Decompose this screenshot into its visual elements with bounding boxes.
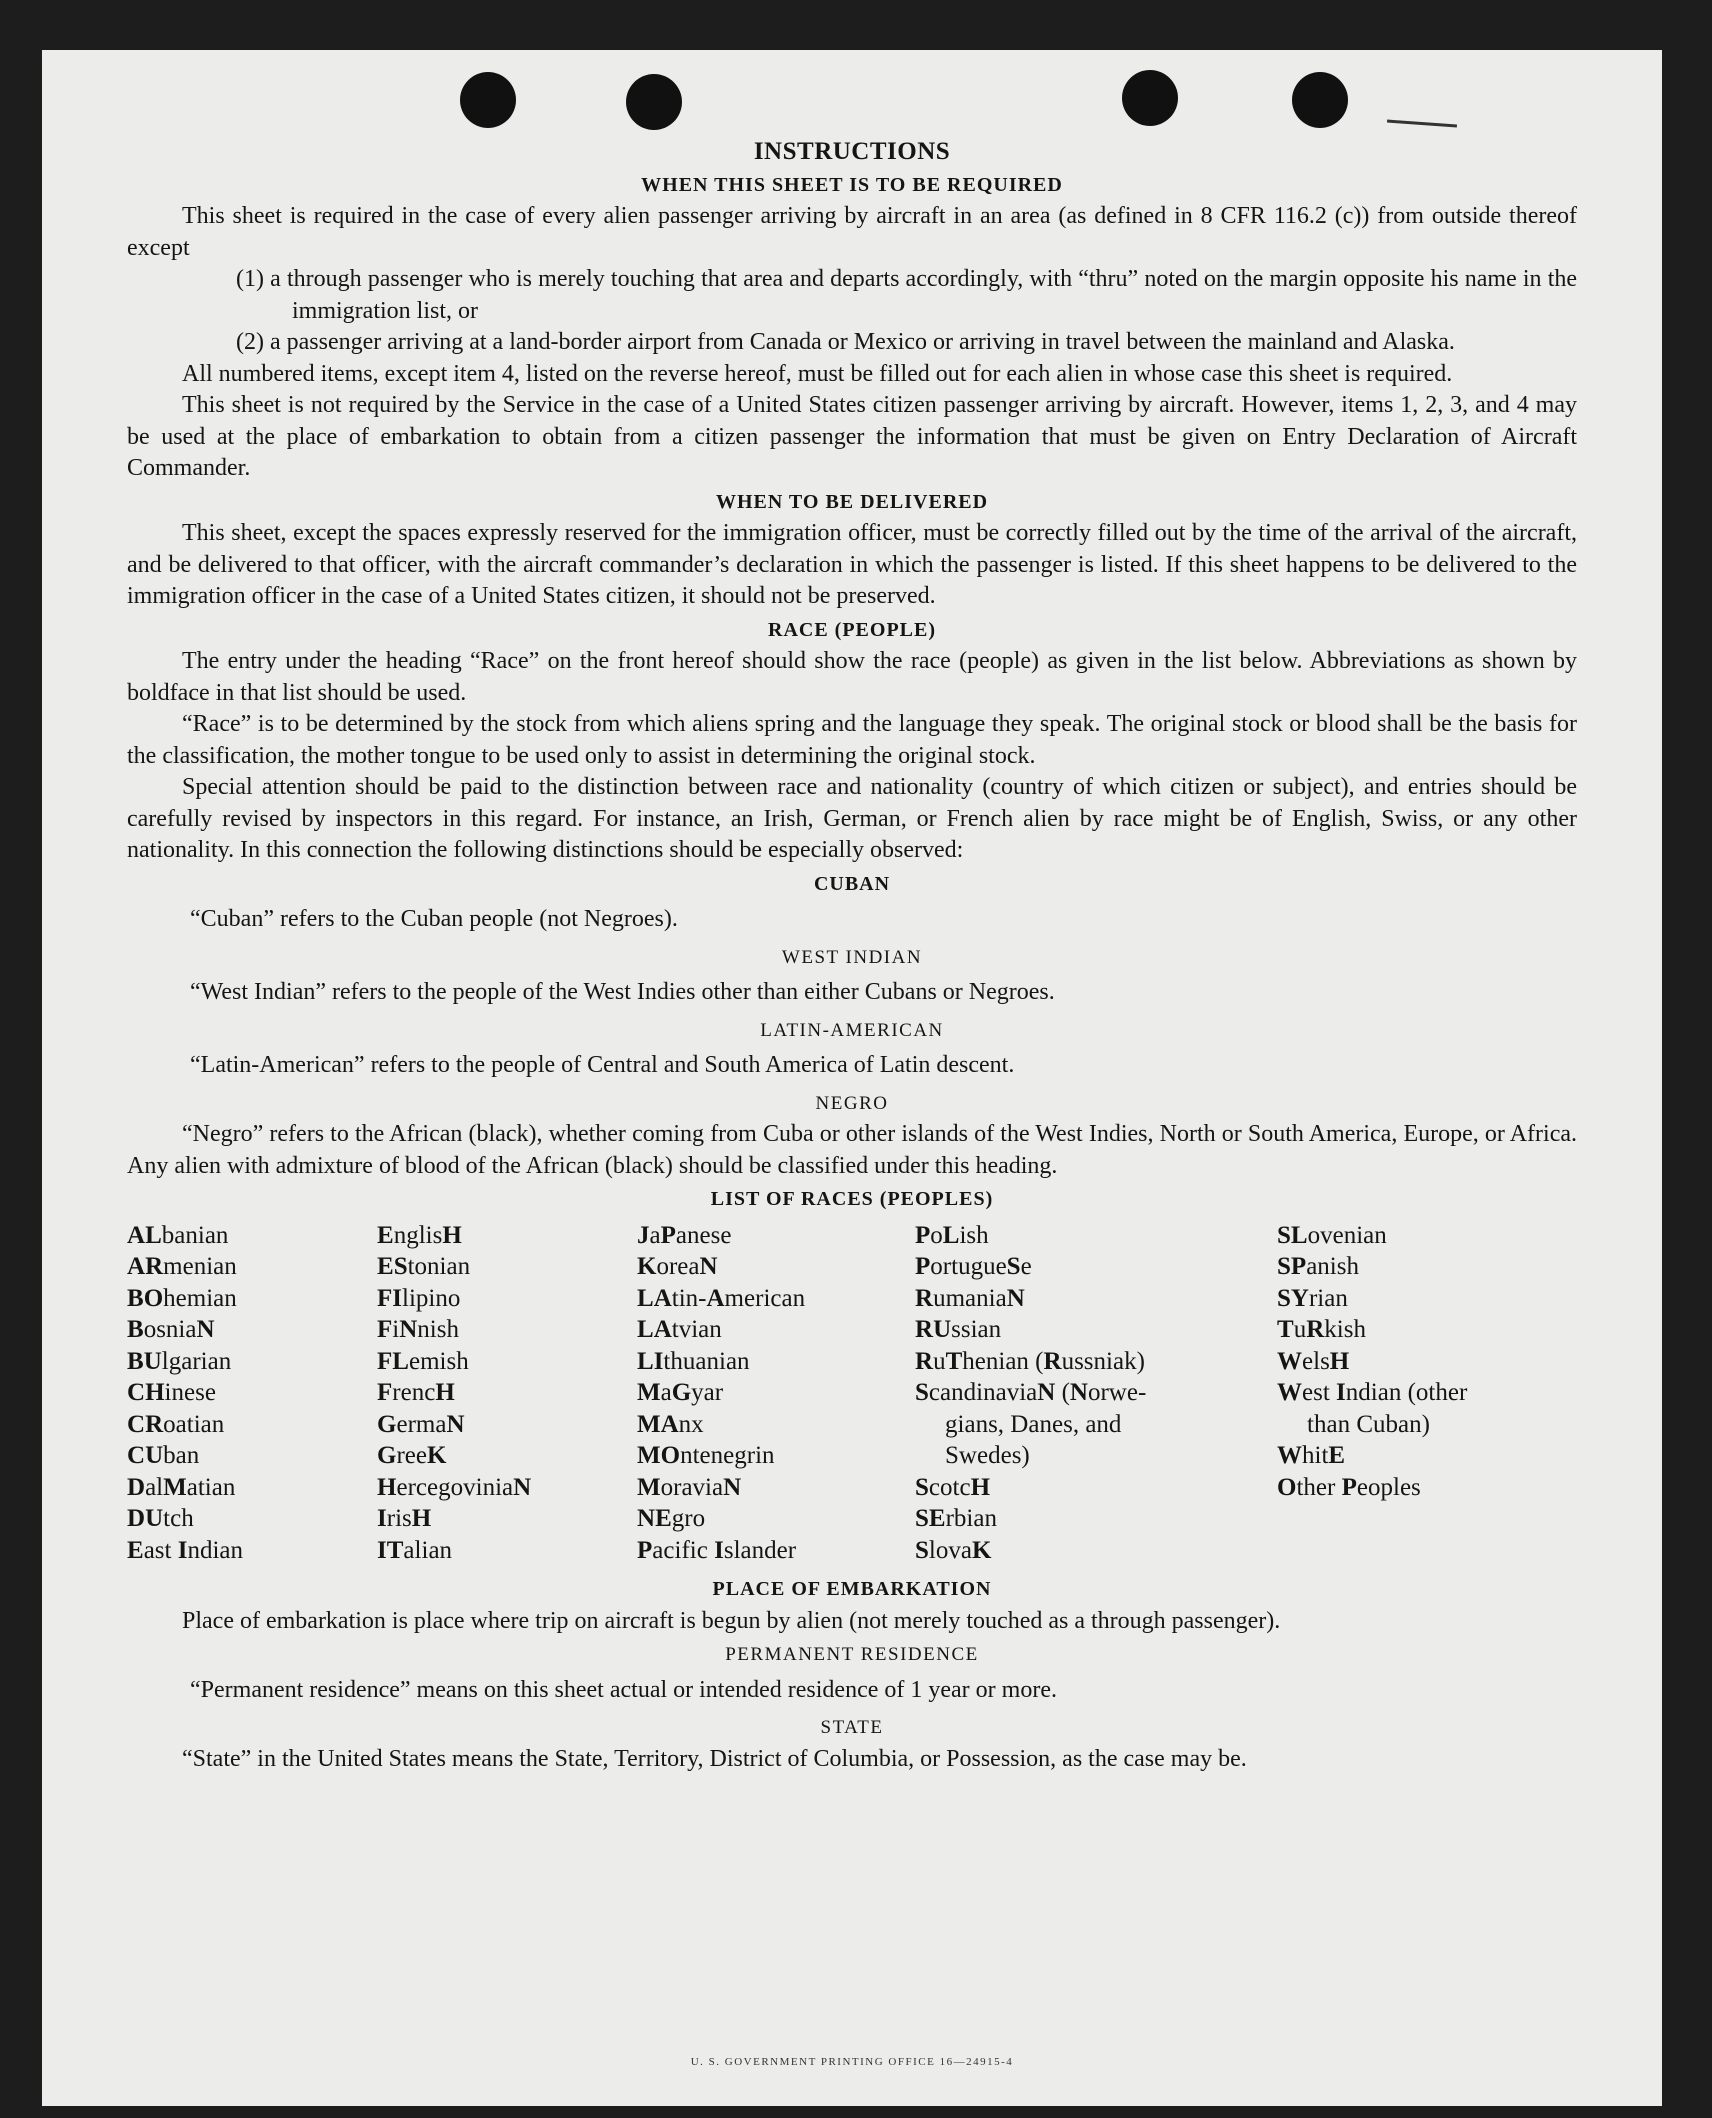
races-list bbox=[127, 1220, 1577, 1567]
section-title-race: RACE (PEOPLE) bbox=[768, 618, 936, 641]
race-entry: RUssian bbox=[915, 1316, 1002, 1343]
races-column bbox=[1277, 1220, 1577, 1567]
paragraph: The entry under the heading “Race” on the front hereof should show the race (people) as given in the list below. Abbreviations as shown by boldface in that list should be used. bbox=[127, 648, 1577, 706]
paragraph: “Latin-American” refers to the people of Central and South America of Latin descent. bbox=[190, 1052, 1015, 1078]
race-entry: PortugueSe bbox=[915, 1253, 1032, 1280]
races-column bbox=[637, 1220, 915, 1567]
section-title-residence: PERMANENT RESIDENCE bbox=[725, 1644, 979, 1665]
race-entry: RuThenian (Russniak) bbox=[915, 1347, 1145, 1375]
paragraph: This sheet is required in the case of every alien passenger arriving by aircraft in an area (as defined in 8 CFR 116.2 (c)) from outside thereof except bbox=[127, 203, 1577, 261]
section-title-state: STATE bbox=[820, 1717, 884, 1738]
document-page bbox=[42, 50, 1662, 2106]
race-entry: ARmenian bbox=[127, 1253, 237, 1280]
punch-hole bbox=[626, 74, 682, 130]
paragraph: This sheet, except the spaces expressly reserved for the immigration officer, must be correctly filled out by the time of the arrival of the aircraft, and be delivered to that officer, with the aircraft commander’s declaration in which the passenger is listed. If this sheet happens to be delivered to the immigration officer in the case of a United States citizen, it should not be preserved. bbox=[127, 520, 1577, 609]
race-entry: ITalian bbox=[377, 1536, 453, 1564]
section-title-negro: NEGRO bbox=[815, 1092, 889, 1114]
punch-hole bbox=[1122, 70, 1178, 126]
race-entry: MoraviaN bbox=[637, 1473, 742, 1501]
race-entry: EnglisH bbox=[377, 1221, 462, 1249]
race-entry: BUlgarian bbox=[127, 1347, 232, 1375]
section-title-embarkation: PLACE OF EMBARKATION bbox=[712, 1578, 992, 1600]
race-entry: SlovaK bbox=[915, 1536, 992, 1564]
race-entry: ALbanian bbox=[127, 1221, 229, 1249]
mark bbox=[1387, 120, 1457, 128]
race-entry: SErbian bbox=[915, 1505, 997, 1532]
race-entry: Swedes) bbox=[945, 1442, 1030, 1469]
section-title-latin-american: LATIN-AMERICAN bbox=[760, 1019, 944, 1041]
paragraph: Place of embarkation is place where trip on aircraft is begun by alien (not merely touched as a through passenger). bbox=[182, 1607, 1281, 1634]
race-entry: DalMatian bbox=[127, 1473, 236, 1501]
race-entry: SYrian bbox=[1277, 1284, 1348, 1312]
race-entry: DUtch bbox=[127, 1505, 194, 1532]
race-entry: Pacific Islander bbox=[637, 1536, 797, 1564]
races-column bbox=[127, 1220, 377, 1567]
paragraph: “Cuban” refers to the Cuban people (not Negroes). bbox=[190, 906, 678, 932]
race-entry: LAtin-American bbox=[637, 1284, 806, 1312]
race-entry: TuRkish bbox=[1277, 1316, 1366, 1343]
paragraph: This sheet is not required by the Service in the case of a United States citizen passenger arriving by aircraft. However, items 1, 2, 3, and 4 may be used at the place of embarkation to obtain from a citizen passenger the information that must be given on Entry Declaration of Aircraft Commander. bbox=[127, 392, 1577, 481]
race-entry: BOhemian bbox=[127, 1284, 237, 1312]
race-entry: WelsH bbox=[1277, 1347, 1350, 1375]
race-entry: gians, Danes, and bbox=[945, 1410, 1122, 1438]
section-title-west-indian: WEST INDIAN bbox=[781, 946, 923, 968]
page-title: INSTRUCTIONS bbox=[753, 138, 951, 165]
race-entry: CUban bbox=[127, 1442, 200, 1469]
list-item: (1) a through passenger who is merely touching that area and departs accordingly, with “thru” noted on the margin opposite his name in the immigration list, or bbox=[236, 266, 1578, 324]
race-entry: EStonian bbox=[377, 1253, 471, 1280]
paragraph: “Race” is to be determined by the stock from which aliens spring and the language they speak. The original stock or blood shall be the basis for the classification, the mother tongue to be used only to assist in determining the original stock. bbox=[127, 711, 1577, 769]
race-entry: than Cuban) bbox=[1307, 1410, 1430, 1438]
races-column bbox=[377, 1220, 637, 1567]
race-entry: WhitE bbox=[1277, 1442, 1346, 1469]
races-column bbox=[915, 1220, 1277, 1567]
paragraph: All numbered items, except item 4, listed on the reverse hereof, must be filled out for each alien in whose case this sheet is required. bbox=[182, 360, 1453, 387]
punch-hole bbox=[460, 72, 516, 128]
race-entry: FIlipino bbox=[377, 1284, 461, 1312]
race-entry: FLemish bbox=[377, 1347, 469, 1375]
paragraph: “Negro” refers to the African (black), whether coming from Cuba or other islands of the West Indies, North or South America, Europe, or Africa. Any alien with admixture of blood of the African (black) should be classified under this heading. bbox=[127, 1121, 1577, 1179]
printer-imprint: U. S. GOVERNMENT PRINTING OFFICE 16—24915-4 bbox=[690, 2056, 1014, 2068]
instructions-body bbox=[127, 136, 1577, 1775]
section-title-cuban: CUBAN bbox=[813, 872, 891, 895]
race-entry: LAtvian bbox=[637, 1316, 722, 1343]
race-entry: RumaniaN bbox=[915, 1284, 1025, 1312]
paragraph: “State” in the United States means the State, Territory, District of Columbia, or Possession, as the case may be. bbox=[182, 1745, 1247, 1772]
race-entry: MOntenegrin bbox=[637, 1442, 775, 1469]
section-title-races-list: LIST OF RACES (PEOPLES) bbox=[710, 1188, 994, 1210]
race-entry: SPanish bbox=[1277, 1253, 1359, 1280]
race-entry: MAnx bbox=[637, 1410, 704, 1438]
race-entry: CHinese bbox=[127, 1379, 216, 1406]
race-entry: Other Peoples bbox=[1277, 1473, 1421, 1501]
race-entry: ScandinaviaN (Norwe- bbox=[915, 1379, 1147, 1406]
race-entry: JaPanese bbox=[637, 1221, 732, 1249]
race-entry: CRoatian bbox=[127, 1410, 225, 1438]
race-entry: GermaN bbox=[377, 1410, 465, 1438]
race-entry: FrencH bbox=[377, 1379, 455, 1406]
section-title-delivered: WHEN TO BE DELIVERED bbox=[715, 490, 989, 513]
race-entry: GreeK bbox=[377, 1442, 447, 1469]
race-entry: HercegoviniaN bbox=[377, 1473, 532, 1501]
race-entry: LIthuanian bbox=[637, 1347, 750, 1375]
race-entry: SLovenian bbox=[1277, 1221, 1387, 1249]
punch-hole bbox=[1292, 72, 1348, 128]
paragraph: “West Indian” refers to the people of the West Indies other than either Cubans or Negroes. bbox=[190, 979, 1055, 1005]
race-entry: FiNnish bbox=[377, 1316, 459, 1343]
race-entry: IrisH bbox=[377, 1505, 432, 1532]
race-entry: MaGyar bbox=[637, 1379, 724, 1406]
race-entry: West Indian (other bbox=[1277, 1379, 1468, 1406]
section-title-required: WHEN THIS SHEET IS TO BE REQUIRED bbox=[641, 173, 1063, 196]
race-entry: BosniaN bbox=[127, 1316, 215, 1343]
race-entry: KoreaN bbox=[637, 1253, 718, 1280]
paragraph: Special attention should be paid to the distinction between race and nationality (country of which citizen or subject), and entries should be carefully revised by inspectors in this regard. For instance, an Irish, German, or French alien by race might be of English, Swiss, or any other nationality. In this connection the following distinctions should be especially observed: bbox=[127, 774, 1577, 863]
race-entry: ScotcH bbox=[915, 1473, 991, 1501]
race-entry: East Indian bbox=[127, 1536, 244, 1564]
list-item: (2) a passenger arriving at a land-border airport from Canada or Mexico or arriving in travel between the mainland and Alaska. bbox=[236, 329, 1455, 355]
paragraph: “Permanent residence” means on this sheet actual or intended residence of 1 year or more. bbox=[190, 1676, 1057, 1703]
race-entry: PoLish bbox=[915, 1221, 989, 1249]
race-entry: NEgro bbox=[637, 1505, 706, 1532]
